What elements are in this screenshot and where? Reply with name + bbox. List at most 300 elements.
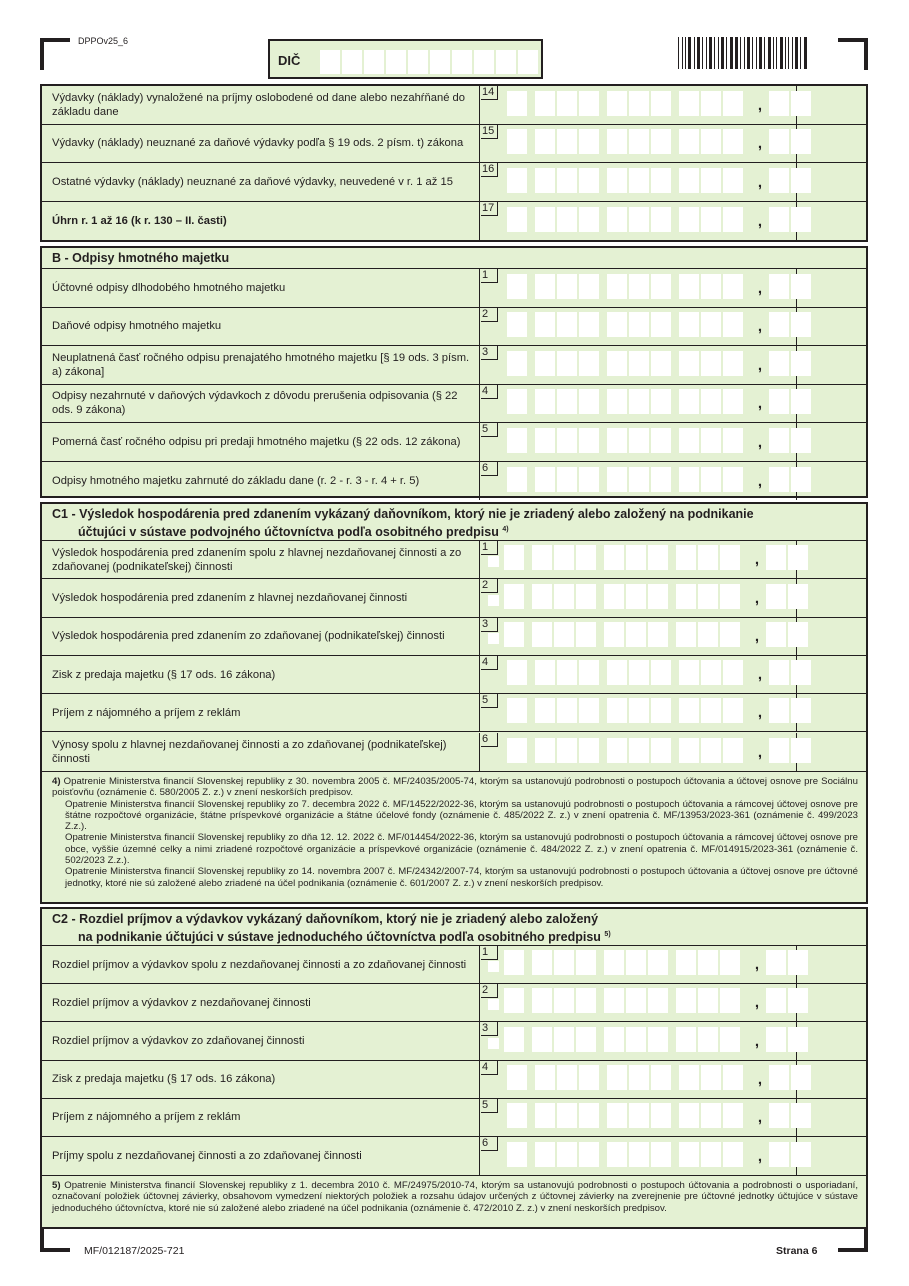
digit-cell[interactable] [579,91,599,116]
sign-cell[interactable] [488,633,499,644]
digit-cell[interactable] [604,545,624,570]
amount-cells[interactable] [507,467,819,492]
digit-cell[interactable] [648,950,668,975]
decimal-cell[interactable] [791,738,811,763]
digit-cell[interactable] [626,622,646,647]
digit-cell[interactable] [651,1065,671,1090]
amount-field[interactable] [479,202,797,241]
digit-cell[interactable] [676,988,696,1013]
digit-cell[interactable] [604,1027,624,1052]
digit-cell[interactable] [720,988,740,1013]
digit-cell[interactable] [723,467,743,492]
decimal-cell[interactable] [769,207,789,232]
sign-cell[interactable] [488,999,499,1010]
digit-cell[interactable] [648,545,668,570]
digit-cell[interactable] [698,545,718,570]
digit-cell[interactable] [648,622,668,647]
digit-cell[interactable] [651,312,671,337]
amount-cells[interactable] [507,351,819,376]
digit-cell[interactable] [557,207,577,232]
digit-cell[interactable] [701,207,721,232]
digit-cell[interactable] [607,1142,627,1167]
digit-cell[interactable] [579,274,599,299]
digit-cell[interactable] [651,428,671,453]
amount-field[interactable] [479,656,797,693]
digit-cell[interactable] [604,988,624,1013]
digit-cell[interactable] [507,660,527,685]
digit-cell[interactable] [507,428,527,453]
decimal-cell[interactable] [788,584,808,609]
digit-cell[interactable] [507,312,527,337]
digit-cell[interactable] [557,738,577,763]
digit-cell[interactable] [629,1065,649,1090]
digit-cell[interactable] [554,988,574,1013]
digit-cell[interactable] [579,168,599,193]
decimal-cell[interactable] [769,428,789,453]
digit-cell[interactable] [679,428,699,453]
digit-cell[interactable] [629,389,649,414]
digit-cell[interactable] [579,1103,599,1128]
decimal-cell[interactable] [766,988,786,1013]
amount-field[interactable] [479,579,797,616]
decimal-cell[interactable] [788,622,808,647]
digit-cell[interactable] [676,950,696,975]
dic-digit-cell[interactable] [342,50,362,74]
decimal-cell[interactable] [791,312,811,337]
digit-cell[interactable] [626,988,646,1013]
digit-cell[interactable] [679,1142,699,1167]
digit-cell[interactable] [504,988,524,1013]
digit-cell[interactable] [723,312,743,337]
digit-cell[interactable] [607,312,627,337]
digit-cell[interactable] [698,950,718,975]
digit-cell[interactable] [557,129,577,154]
amount-field[interactable] [479,984,797,1021]
digit-cell[interactable] [698,1027,718,1052]
decimal-cell[interactable] [769,351,789,376]
digit-cell[interactable] [507,1103,527,1128]
digit-cell[interactable] [579,312,599,337]
decimal-cell[interactable] [769,168,789,193]
decimal-cell[interactable] [769,698,789,723]
digit-cell[interactable] [535,698,555,723]
digit-cell[interactable] [535,660,555,685]
digit-cell[interactable] [676,584,696,609]
digit-cell[interactable] [535,389,555,414]
dic-field[interactable] [268,39,543,79]
decimal-cell[interactable] [791,207,811,232]
digit-cell[interactable] [723,738,743,763]
digit-cell[interactable] [607,1103,627,1128]
digit-cell[interactable] [723,91,743,116]
digit-cell[interactable] [579,1142,599,1167]
digit-cell[interactable] [507,129,527,154]
digit-cell[interactable] [651,389,671,414]
decimal-cell[interactable] [766,622,786,647]
digit-cell[interactable] [629,1142,649,1167]
digit-cell[interactable] [651,91,671,116]
digit-cell[interactable] [576,545,596,570]
digit-cell[interactable] [701,1103,721,1128]
digit-cell[interactable] [626,950,646,975]
digit-cell[interactable] [648,988,668,1013]
decimal-cell[interactable] [766,1027,786,1052]
digit-cell[interactable] [720,1027,740,1052]
digit-cell[interactable] [629,738,649,763]
digit-cell[interactable] [532,622,552,647]
digit-cell[interactable] [651,168,671,193]
decimal-cell[interactable] [788,545,808,570]
amount-field[interactable] [479,618,797,655]
sign-cell[interactable] [488,1038,499,1049]
dic-digit-cell[interactable] [408,50,428,74]
digit-cell[interactable] [701,428,721,453]
digit-cell[interactable] [579,660,599,685]
digit-cell[interactable] [701,168,721,193]
digit-cell[interactable] [701,660,721,685]
digit-cell[interactable] [607,168,627,193]
digit-cell[interactable] [679,351,699,376]
digit-cell[interactable] [554,1027,574,1052]
amount-field[interactable] [479,86,797,124]
digit-cell[interactable] [607,428,627,453]
digit-cell[interactable] [723,389,743,414]
digit-cell[interactable] [607,274,627,299]
digit-cell[interactable] [629,428,649,453]
digit-cell[interactable] [576,950,596,975]
digit-cell[interactable] [651,1142,671,1167]
digit-cell[interactable] [629,129,649,154]
digit-cell[interactable] [535,1103,555,1128]
digit-cell[interactable] [554,950,574,975]
digit-cell[interactable] [676,622,696,647]
digit-cell[interactable] [607,129,627,154]
amount-field[interactable] [479,1061,797,1098]
amount-field[interactable] [479,946,797,983]
digit-cell[interactable] [579,738,599,763]
digit-cell[interactable] [535,312,555,337]
digit-cell[interactable] [507,467,527,492]
digit-cell[interactable] [651,660,671,685]
digit-cell[interactable] [679,129,699,154]
digit-cell[interactable] [579,207,599,232]
digit-cell[interactable] [720,584,740,609]
digit-cell[interactable] [607,389,627,414]
amount-field[interactable] [479,462,797,501]
digit-cell[interactable] [651,274,671,299]
digit-cell[interactable] [535,428,555,453]
digit-cell[interactable] [723,698,743,723]
amount-field[interactable] [479,269,797,307]
amount-field[interactable] [479,694,797,731]
digit-cell[interactable] [535,168,555,193]
digit-cell[interactable] [679,91,699,116]
dic-digit-cell[interactable] [496,50,516,74]
amount-cells[interactable] [507,428,819,453]
digit-cell[interactable] [651,207,671,232]
digit-cell[interactable] [607,351,627,376]
digit-cell[interactable] [504,584,524,609]
digit-cell[interactable] [723,168,743,193]
decimal-cell[interactable] [769,312,789,337]
digit-cell[interactable] [576,1027,596,1052]
digit-cell[interactable] [723,660,743,685]
digit-cell[interactable] [607,738,627,763]
digit-cell[interactable] [679,1103,699,1128]
amount-field[interactable] [479,1137,797,1175]
digit-cell[interactable] [720,545,740,570]
decimal-cell[interactable] [791,389,811,414]
digit-cell[interactable] [604,950,624,975]
digit-cell[interactable] [507,207,527,232]
digit-cell[interactable] [679,660,699,685]
decimal-cell[interactable] [769,1142,789,1167]
decimal-cell[interactable] [791,1103,811,1128]
decimal-cell[interactable] [769,389,789,414]
decimal-cell[interactable] [791,1142,811,1167]
digit-cell[interactable] [507,738,527,763]
digit-cell[interactable] [629,312,649,337]
decimal-cell[interactable] [788,1027,808,1052]
amount-field[interactable] [479,308,797,346]
digit-cell[interactable] [535,351,555,376]
digit-cell[interactable] [554,584,574,609]
digit-cell[interactable] [557,312,577,337]
digit-cell[interactable] [723,1065,743,1090]
digit-cell[interactable] [701,1142,721,1167]
digit-cell[interactable] [607,207,627,232]
decimal-cell[interactable] [769,1103,789,1128]
digit-cell[interactable] [554,545,574,570]
digit-cell[interactable] [679,1065,699,1090]
digit-cell[interactable] [557,698,577,723]
decimal-cell[interactable] [769,1065,789,1090]
amount-cells[interactable] [507,91,819,116]
digit-cell[interactable] [651,129,671,154]
digit-cell[interactable] [507,351,527,376]
amount-field[interactable] [479,1099,797,1136]
dic-digit-cells[interactable] [320,50,540,74]
amount-field[interactable] [479,423,797,461]
digit-cell[interactable] [579,389,599,414]
decimal-cell[interactable] [791,91,811,116]
digit-cell[interactable] [723,274,743,299]
digit-cell[interactable] [651,738,671,763]
dic-digit-cell[interactable] [386,50,406,74]
decimal-cell[interactable] [791,168,811,193]
digit-cell[interactable] [535,1065,555,1090]
digit-cell[interactable] [679,698,699,723]
dic-digit-cell[interactable] [518,50,538,74]
amount-cells[interactable] [488,988,816,1013]
digit-cell[interactable] [557,274,577,299]
digit-cell[interactable] [607,91,627,116]
decimal-cell[interactable] [769,274,789,299]
decimal-cell[interactable] [769,91,789,116]
amount-cells[interactable] [507,312,819,337]
digit-cell[interactable] [557,467,577,492]
digit-cell[interactable] [648,584,668,609]
digit-cell[interactable] [557,660,577,685]
digit-cell[interactable] [701,351,721,376]
digit-cell[interactable] [535,129,555,154]
decimal-cell[interactable] [788,988,808,1013]
digit-cell[interactable] [679,467,699,492]
digit-cell[interactable] [629,351,649,376]
digit-cell[interactable] [679,312,699,337]
digit-cell[interactable] [679,274,699,299]
digit-cell[interactable] [607,660,627,685]
digit-cell[interactable] [626,1027,646,1052]
digit-cell[interactable] [535,738,555,763]
amount-cells[interactable] [488,950,816,975]
decimal-cell[interactable] [791,428,811,453]
digit-cell[interactable] [604,622,624,647]
digit-cell[interactable] [532,1027,552,1052]
amount-cells[interactable] [507,738,819,763]
digit-cell[interactable] [701,698,721,723]
digit-cell[interactable] [676,545,696,570]
amount-cells[interactable] [507,660,819,685]
digit-cell[interactable] [629,91,649,116]
digit-cell[interactable] [629,1103,649,1128]
decimal-cell[interactable] [766,950,786,975]
digit-cell[interactable] [557,428,577,453]
digit-cell[interactable] [557,1103,577,1128]
dic-digit-cell[interactable] [364,50,384,74]
digit-cell[interactable] [607,1065,627,1090]
amount-cells[interactable] [507,698,819,723]
amount-cells[interactable] [488,622,816,647]
digit-cell[interactable] [701,91,721,116]
digit-cell[interactable] [579,351,599,376]
amount-cells[interactable] [507,129,819,154]
decimal-cell[interactable] [791,351,811,376]
amount-field[interactable] [479,125,797,163]
digit-cell[interactable] [507,1142,527,1167]
dic-digit-cell[interactable] [430,50,450,74]
digit-cell[interactable] [576,988,596,1013]
digit-cell[interactable] [535,274,555,299]
digit-cell[interactable] [629,698,649,723]
digit-cell[interactable] [604,584,624,609]
digit-cell[interactable] [579,698,599,723]
decimal-cell[interactable] [791,274,811,299]
digit-cell[interactable] [504,950,524,975]
digit-cell[interactable] [507,698,527,723]
amount-cells[interactable] [488,1027,816,1052]
digit-cell[interactable] [557,91,577,116]
digit-cell[interactable] [701,738,721,763]
decimal-cell[interactable] [769,129,789,154]
digit-cell[interactable] [698,988,718,1013]
digit-cell[interactable] [532,584,552,609]
digit-cell[interactable] [626,584,646,609]
dic-digit-cell[interactable] [474,50,494,74]
digit-cell[interactable] [532,545,552,570]
amount-cells[interactable] [507,1142,819,1167]
decimal-cell[interactable] [769,738,789,763]
amount-field[interactable] [479,541,797,578]
digit-cell[interactable] [579,129,599,154]
digit-cell[interactable] [504,545,524,570]
digit-cell[interactable] [698,584,718,609]
amount-cells[interactable] [507,1065,819,1090]
amount-field[interactable] [479,163,797,201]
digit-cell[interactable] [720,950,740,975]
amount-cells[interactable] [507,1103,819,1128]
decimal-cell[interactable] [791,129,811,154]
digit-cell[interactable] [701,129,721,154]
digit-cell[interactable] [629,207,649,232]
digit-cell[interactable] [679,207,699,232]
amount-cells[interactable] [507,274,819,299]
digit-cell[interactable] [535,91,555,116]
digit-cell[interactable] [679,389,699,414]
digit-cell[interactable] [504,622,524,647]
decimal-cell[interactable] [788,950,808,975]
sign-cell[interactable] [488,961,499,972]
digit-cell[interactable] [554,622,574,647]
digit-cell[interactable] [651,1103,671,1128]
digit-cell[interactable] [579,428,599,453]
digit-cell[interactable] [532,950,552,975]
digit-cell[interactable] [576,584,596,609]
decimal-cell[interactable] [769,467,789,492]
digit-cell[interactable] [557,168,577,193]
digit-cell[interactable] [723,1103,743,1128]
digit-cell[interactable] [532,988,552,1013]
digit-cell[interactable] [557,389,577,414]
digit-cell[interactable] [607,467,627,492]
decimal-cell[interactable] [769,660,789,685]
decimal-cell[interactable] [791,467,811,492]
digit-cell[interactable] [535,467,555,492]
digit-cell[interactable] [535,1142,555,1167]
amount-cells[interactable] [507,168,819,193]
digit-cell[interactable] [648,1027,668,1052]
digit-cell[interactable] [651,351,671,376]
sign-cell[interactable] [488,595,499,606]
digit-cell[interactable] [723,351,743,376]
digit-cell[interactable] [504,1027,524,1052]
digit-cell[interactable] [679,168,699,193]
digit-cell[interactable] [629,274,649,299]
amount-cells[interactable] [488,584,816,609]
amount-field[interactable] [479,1022,797,1059]
decimal-cell[interactable] [791,660,811,685]
digit-cell[interactable] [626,545,646,570]
decimal-cell[interactable] [766,545,786,570]
amount-field[interactable] [479,346,797,384]
digit-cell[interactable] [507,274,527,299]
digit-cell[interactable] [701,467,721,492]
digit-cell[interactable] [651,467,671,492]
decimal-cell[interactable] [766,584,786,609]
digit-cell[interactable] [629,168,649,193]
digit-cell[interactable] [557,351,577,376]
digit-cell[interactable] [576,622,596,647]
amount-field[interactable] [479,733,797,771]
digit-cell[interactable] [701,312,721,337]
digit-cell[interactable] [557,1142,577,1167]
digit-cell[interactable] [701,389,721,414]
digit-cell[interactable] [629,467,649,492]
digit-cell[interactable] [701,1065,721,1090]
amount-cells[interactable] [488,545,816,570]
digit-cell[interactable] [679,738,699,763]
sign-cell[interactable] [488,556,499,567]
